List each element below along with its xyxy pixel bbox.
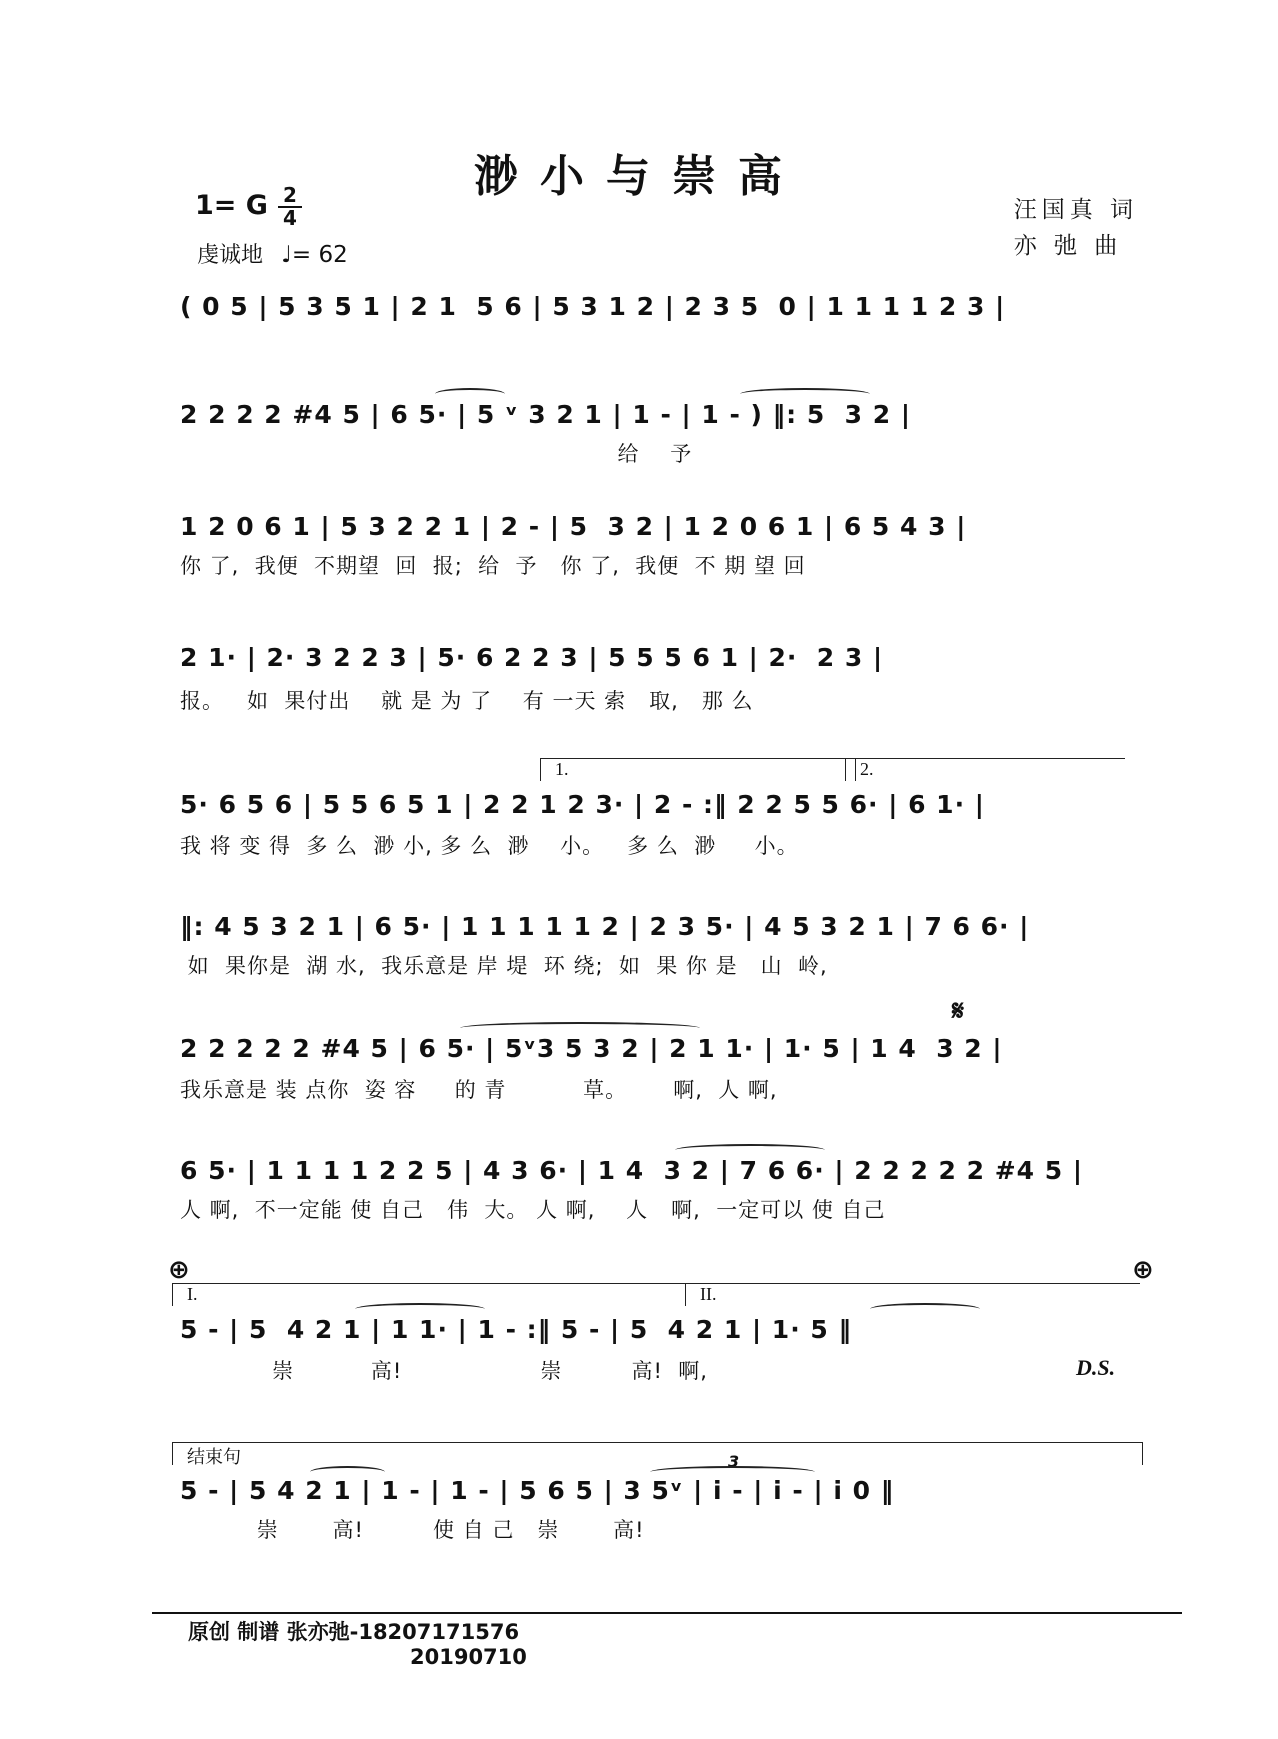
notes-line: 5 - | 5 4 2 1 | 1 - | 1 - | 5 6 5 | 3 5ᵛ | i - | i - | i 0 ‖	[180, 1476, 895, 1505]
tie-mark	[355, 1303, 485, 1315]
date: 20190710	[410, 1645, 527, 1669]
lyrics-line: 你 了, 我便 不期望 回 报; 给 予 你 了, 我便 不 期 望 回	[180, 554, 806, 578]
coda-volta-second-label: II.	[700, 1284, 717, 1304]
song-title: 渺小与崇高	[474, 151, 804, 202]
lyrics-line: 报。 如 果付出 就 是 为 了 有 一天 索 取, 那 么	[180, 689, 754, 713]
expression-marking: 虔诚地	[197, 243, 264, 268]
coda-icon: ⊕	[168, 1255, 190, 1285]
volta-first-ending	[540, 758, 856, 781]
notes-line: 2 1· | 2· 3 2 2 3 | 5· 6 2 2 3 | 5 5 5 6 1 | 2· 2 3 |	[180, 643, 884, 672]
lyrics-line: 人 啊, 不一定能 使 自己 伟 大。 人 啊, 人 啊, 一定可以 使 自己	[180, 1198, 886, 1222]
notes-line: 2 2 2 2 #4 5 | 6 5· | 5 ᵛ 3 2 1 | 1 - | 1 - ) ‖: 5 3 2 |	[180, 400, 912, 429]
time-signature-bottom: 4	[283, 206, 297, 230]
ending-bracket	[172, 1442, 1143, 1468]
notes-line: ( 0 5 | 5 3 5 1 | 2 1 5 6 | 5 3 1 2 | 2 3 5 0 | 1 1 1 1 2 3 |	[180, 292, 1006, 321]
author-credit: 原创 制谱 张亦弛-18207171576	[188, 1620, 520, 1644]
notes-line: 2 2 2 2 2 #4 5 | 6 5· | 5ᵛ3 5 3 2 | 2 1 1· | 1· 5 | 1 4 3 2 |	[180, 1034, 1003, 1063]
tie-mark	[870, 1303, 980, 1315]
volta-second-ending	[845, 758, 1125, 781]
credits	[1014, 192, 1138, 264]
composer-credit: 亦 弛 曲	[1013, 233, 1123, 259]
tie-mark	[675, 1144, 825, 1156]
lyrics-line: 给 予	[180, 442, 693, 466]
segno-icon: 𝄋	[952, 994, 965, 1027]
ending-label: 结束句	[187, 1447, 241, 1468]
notes-line: 6 5· | 1 1 1 1 2 2 5 | 4 3 6· | 1 4 3 2 | 7 6 6· | 2 2 2 2 2 #4 5 |	[180, 1156, 1084, 1185]
footer	[188, 1620, 527, 1670]
ds-marking: D.S.	[1076, 1355, 1116, 1380]
lyrics-line: 崇 高! 使 自 己 崇 高!	[180, 1518, 645, 1542]
tempo-marking	[197, 238, 348, 269]
triplet-mark: 3	[728, 1452, 740, 1471]
lyrics-line: 我乐意是 装 点你 姿 容 的 青 草。 啊, 人 啊,	[180, 1078, 778, 1102]
notes-line: 1 2 0 6 1 | 5 3 2 2 1 | 2 - | 5 3 2 | 1 2 0 6 1 | 6 5 4 3 |	[180, 512, 967, 541]
time-signature-top: 2	[283, 183, 297, 207]
coda-volta-first-label: I.	[187, 1284, 198, 1304]
footer-divider	[152, 1612, 1182, 1614]
volta-second-label: 2.	[860, 759, 874, 779]
tie-mark	[460, 1022, 700, 1034]
coda-icon: ⊕	[1132, 1255, 1154, 1285]
lyrics-line: 如 果你是 湖 水, 我乐意是 岸 堤 环 绕; 如 果 你 是 山 岭,	[180, 954, 828, 978]
tie-mark	[435, 388, 505, 400]
volta-first-label: 1.	[555, 759, 569, 779]
lyrics-line: 崇 高! 崇 高! 啊,	[180, 1359, 708, 1383]
lyricist-credit: 汪国真 词	[1013, 197, 1138, 223]
lyrics-line: 我 将 变 得 多 么 渺 小, 多 么 渺 小。 多 么 渺 小。	[180, 834, 799, 858]
notes-line: 5 - | 5 4 2 1 | 1 1· | 1 - :‖ 5 - | 5 4 2 1 | 1· 5 ‖	[180, 1315, 852, 1344]
tie-mark	[740, 388, 870, 400]
time-signature	[278, 183, 302, 230]
notes-line: ‖: 4 5 3 2 1 | 6 5· | 1 1 1 1 1 2 | 2 3 5· | 4 5 3 2 1 | 7 6 6· |	[180, 912, 1030, 941]
tempo-value: ♩= 62	[281, 242, 348, 268]
key-signature: 1= G	[195, 190, 268, 221]
notes-line: 5· 6 5 6 | 5 5 6 5 1 | 2 2 1 2 3· | 2 - :‖ 2 2 5 5 6· | 6 1· |	[180, 790, 985, 819]
